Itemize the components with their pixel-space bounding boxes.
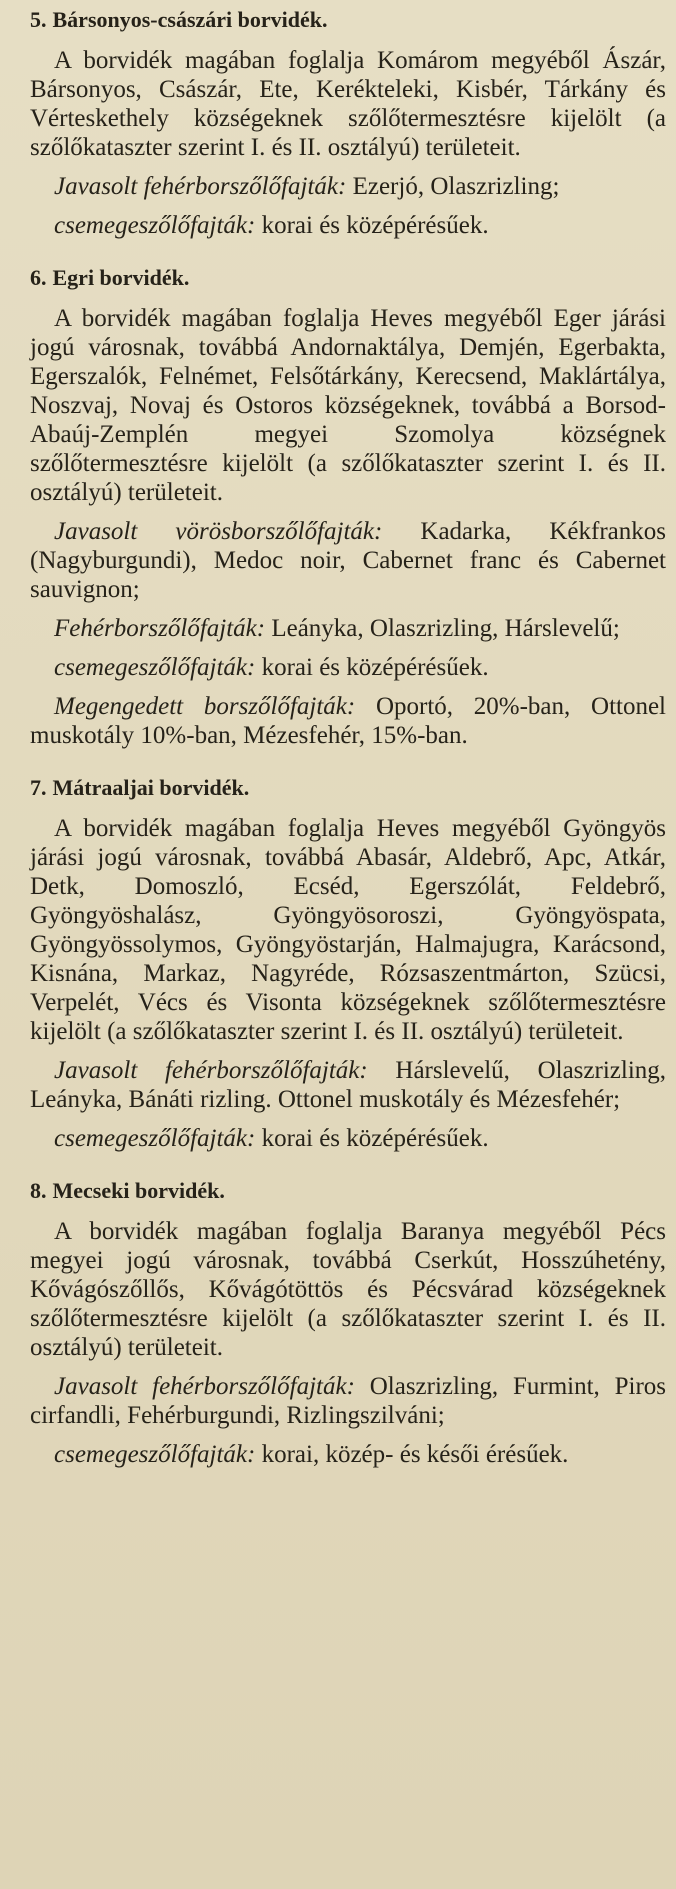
grape-list-text: Hárslevelű, Olaszrizling, Leányka, Bánáti rizling. Ottonel muskotály és Mézesfehér; bbox=[30, 1057, 667, 1113]
section-body: A borvidék magában foglalja Heves megyéből Gyöngyös járási jogú városnak, továbbá Abasár, Aldebrő, Apc, Atkár, Detk, Domoszló, Ecséd, Egerszólát, Feldebrő, Gyöngyöshalász, Gyöngyösoroszi, Gyöngyöspata, Gyöngyössolymos, Gyöngyöstarján, Halmajugra, Karácsond, Kisnána, Markaz, Nagyréde, Rózsaszentmárton, Szücsi, Verpelét, Vécs és Visonta községeknek szőlőtermesztésre kijelölt (a szőlőkataszter szerint I. és II. osztályú) területeit. bbox=[30, 815, 666, 1045]
section-heading bbox=[30, 1177, 666, 1205]
grape-list-item bbox=[30, 517, 666, 604]
grape-list-text: korai, közép- és késői érésűek. bbox=[261, 1441, 569, 1468]
grape-list-text: korai és középérésűek. bbox=[261, 212, 489, 239]
grape-list-item bbox=[30, 1372, 666, 1430]
section-number: 6. bbox=[30, 265, 47, 290]
section-number: 7. bbox=[30, 775, 47, 800]
section-heading bbox=[30, 6, 666, 34]
section-title: Mecseki borvidék. bbox=[52, 1178, 225, 1203]
section-title: Bársonyos-császári borvidék. bbox=[52, 7, 328, 32]
grape-list-label: Javasolt fehérborszőlőfajták: bbox=[54, 173, 347, 200]
grape-list-item bbox=[30, 211, 666, 240]
section-body: A borvidék magában foglalja Komárom megyéből Ászár, Bársonyos, Császár, Ete, Kerékteleki, Kisbér, Tárkány és Vérteskethely községeknek szőlőtermesztésre kijelölt (a szőlőkataszter szerint I. és II. osztályú) területeit. bbox=[30, 47, 666, 161]
section-body: A borvidék magában foglalja Baranya megyéből Pécs megyei jogú városnak, továbbá Cserkút, Hosszúhetény, Kővágószőllős, Kővágótöttös és Pécsvárad községeknek szőlőtermesztésre kijelölt (a szőlőkataszter szerint I. és II. osztályú) területeit. bbox=[30, 1218, 666, 1361]
section-matraaljai bbox=[30, 774, 666, 1153]
grape-list-text: korai és középérésűek. bbox=[261, 654, 489, 681]
section-body: A borvidék magában foglalja Heves megyéből Eger járási jogú városnak, továbbá Andornaktálya, Demjén, Egerbakta, Egerszalók, Felnémet, Felsőtárkány, Kerecsend, Maklártálya, Noszvaj, Novaj és Ostoros községeknek, továbbá a Borsod-Abaúj-Zemplén megyei Szomolya községnek szőlőtermesztésre kijelölt (a szőlőkataszter szerint I. és II. osztályú) területeit. bbox=[30, 305, 666, 506]
section-number: 8. bbox=[30, 1178, 47, 1203]
grape-list-label: csemegeszőlőfajták: bbox=[54, 212, 256, 239]
grape-list-item bbox=[30, 1124, 666, 1153]
grape-list-label: Javasolt fehérborszőlőfajták: bbox=[54, 1057, 368, 1084]
grape-list-item bbox=[30, 653, 666, 682]
grape-list-text: korai és középérésűek. bbox=[261, 1125, 489, 1152]
section-heading bbox=[30, 264, 666, 292]
section-heading bbox=[30, 774, 666, 802]
grape-list-label: Javasolt vörösborszőlőfajták: bbox=[54, 518, 383, 545]
grape-list-item bbox=[30, 1440, 666, 1469]
grape-list-item bbox=[30, 172, 666, 201]
grape-list-label: Fehérborszőlőfajták: bbox=[54, 615, 266, 642]
grape-list-item bbox=[30, 1056, 666, 1114]
grape-list-label: csemegeszőlőfajták: bbox=[54, 1441, 256, 1468]
section-number: 5. bbox=[30, 7, 47, 32]
section-title: Egri borvidék. bbox=[52, 265, 190, 290]
grape-list-label: Megengedett borszőlőfajták: bbox=[54, 693, 356, 720]
section-mecseki bbox=[30, 1177, 666, 1469]
grape-list-label: csemegeszőlőfajták: bbox=[54, 1125, 256, 1152]
grape-list-text: Oportó, 20%-ban, Ottonel muskotály 10%-ban, Mézesfehér, 15%-ban. bbox=[30, 693, 666, 749]
grape-list-item bbox=[30, 614, 666, 643]
grape-list-text: Ezerjó, Olaszrizling; bbox=[352, 173, 560, 200]
grape-list-text: Kadarka, Kékfrankos (Nagyburgundi), Medoc noir, Cabernet franc és Cabernet sauvignon; bbox=[30, 518, 666, 603]
section-egri bbox=[30, 264, 666, 750]
grape-list-text: Olaszrizling, Furmint, Piros cirfandli, Fehérburgundi, Rizlingszilváni; bbox=[30, 1373, 667, 1429]
grape-list-text: Leányka, Olaszrizling, Hárslevelű; bbox=[271, 615, 620, 642]
section-title: Mátraaljai borvidék. bbox=[52, 775, 250, 800]
grape-list-label: csemegeszőlőfajták: bbox=[54, 654, 256, 681]
section-barsonyos-csaszari bbox=[30, 6, 666, 240]
grape-list-label: Javasolt fehérborszőlőfajták: bbox=[54, 1373, 355, 1400]
grape-list-item bbox=[30, 692, 666, 750]
